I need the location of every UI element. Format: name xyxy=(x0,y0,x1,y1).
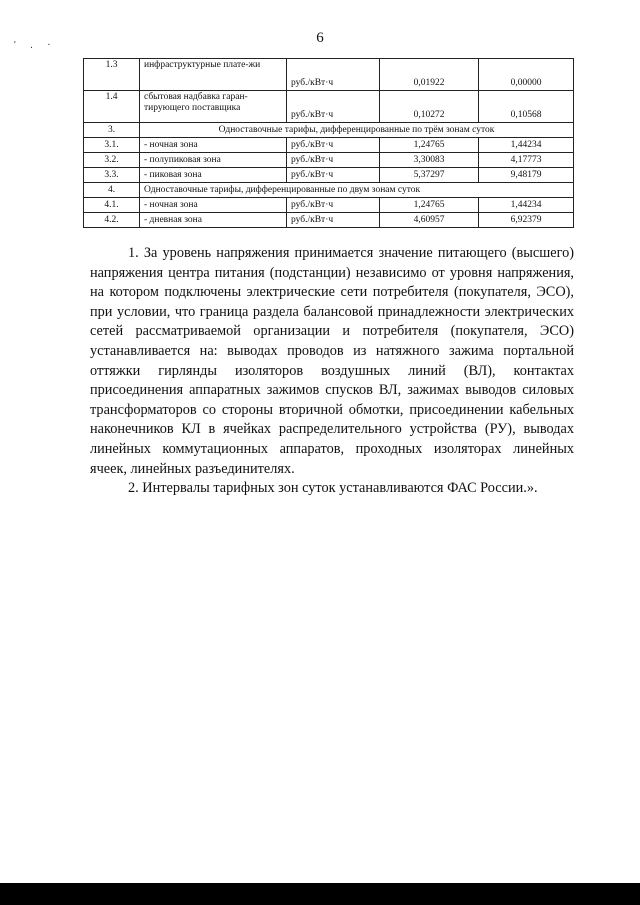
table-row xyxy=(84,213,574,228)
row-unit: руб./кВт·ч xyxy=(287,153,380,168)
row-name: - ночная зона xyxy=(140,198,287,213)
row-name: - пиковая зона xyxy=(140,168,287,183)
row-unit: руб./кВт·ч xyxy=(287,168,380,183)
row-value-1: 1,24765 xyxy=(380,198,479,213)
table-row xyxy=(84,91,574,123)
row-number: 3.1. xyxy=(84,138,140,153)
page-number: 6 xyxy=(316,30,324,46)
row-number: 4. xyxy=(84,183,140,198)
row-number: 3.2. xyxy=(84,153,140,168)
scan-marks: ' . · xyxy=(14,40,57,51)
body-text xyxy=(90,244,574,499)
row-value-1: 1,24765 xyxy=(380,138,479,153)
row-value-1: 3,30083 xyxy=(380,153,479,168)
row-number: 1.4 xyxy=(84,91,140,123)
row-value-2: 0,00000 xyxy=(479,59,574,91)
table-row xyxy=(84,153,574,168)
scan-bottom-edge xyxy=(0,883,640,905)
row-value-2: 1,44234 xyxy=(479,198,574,213)
row-unit: руб./кВт·ч xyxy=(287,198,380,213)
table-row xyxy=(84,198,574,213)
table-row xyxy=(84,168,574,183)
section-title: Одноставочные тарифы, дифференцированные по двум зонам суток xyxy=(140,183,574,198)
row-value-1: 0,01922 xyxy=(380,59,479,91)
row-value-2: 9,48179 xyxy=(479,168,574,183)
row-value-2: 6,92379 xyxy=(479,213,574,228)
section-title: Одноставочные тарифы, дифференцированные по трём зонам суток xyxy=(140,123,574,138)
table-row xyxy=(84,59,574,91)
paragraph-2: 2. Интервалы тарифных зон суток устанавливаются ФАС России.». xyxy=(128,480,538,497)
row-unit: руб./кВт·ч xyxy=(287,91,380,123)
row-value-2: 0,10568 xyxy=(479,91,574,123)
row-value-1: 5,37297 xyxy=(380,168,479,183)
table-row xyxy=(84,138,574,153)
row-name: сбытовая надбавка гаран-тирующего поставщика xyxy=(140,91,287,123)
paragraph-1: 1. За уровень напряжения принимается значение питающего (высшего) напряжения центра питания (подстанции) независимо от уровня напряжения, на котором подключены электрические сети потребителя (покупателя, ЭСО), при условии, что граница раздела балансовой принадлежности электрических сетей рассматриваемой организации и потребителя (покупателя, ЭСО) устанавливается на: выводах проводов из натяжного зажима портальной оттяжки гирлянды изоляторов воздушных линий (ВЛ), контактах присоединения аппаратных зажимов спусков ВЛ, зажимах выводов силовых трансформаторов со стороны вторичной обмотки, присоединении кабельных наконечников КЛ в ячейках распределительного устройства (РУ), выводах линейных коммутационных аппаратов, проходных изоляторах линейных ячеек, линейных разъединителях. xyxy=(90,245,574,477)
row-number: 4.2. xyxy=(84,213,140,228)
row-name: - дневная зона xyxy=(140,213,287,228)
row-number: 4.1. xyxy=(84,198,140,213)
row-value-1: 0,10272 xyxy=(380,91,479,123)
table-section-row xyxy=(84,123,574,138)
row-value-2: 1,44234 xyxy=(479,138,574,153)
row-number: 1.3 xyxy=(84,59,140,91)
row-name: инфраструктурные плате-жи xyxy=(140,59,287,91)
table-section-row xyxy=(84,183,574,198)
tariff-table xyxy=(83,58,574,228)
row-number: 3. xyxy=(84,123,140,138)
row-value-2: 4,17773 xyxy=(479,153,574,168)
row-name: - ночная зона xyxy=(140,138,287,153)
row-unit: руб./кВт·ч xyxy=(287,138,380,153)
row-value-1: 4,60957 xyxy=(380,213,479,228)
row-name: - полупиковая зона xyxy=(140,153,287,168)
row-unit: руб./кВт·ч xyxy=(287,59,380,91)
row-unit: руб./кВт·ч xyxy=(287,213,380,228)
row-number: 3.3. xyxy=(84,168,140,183)
